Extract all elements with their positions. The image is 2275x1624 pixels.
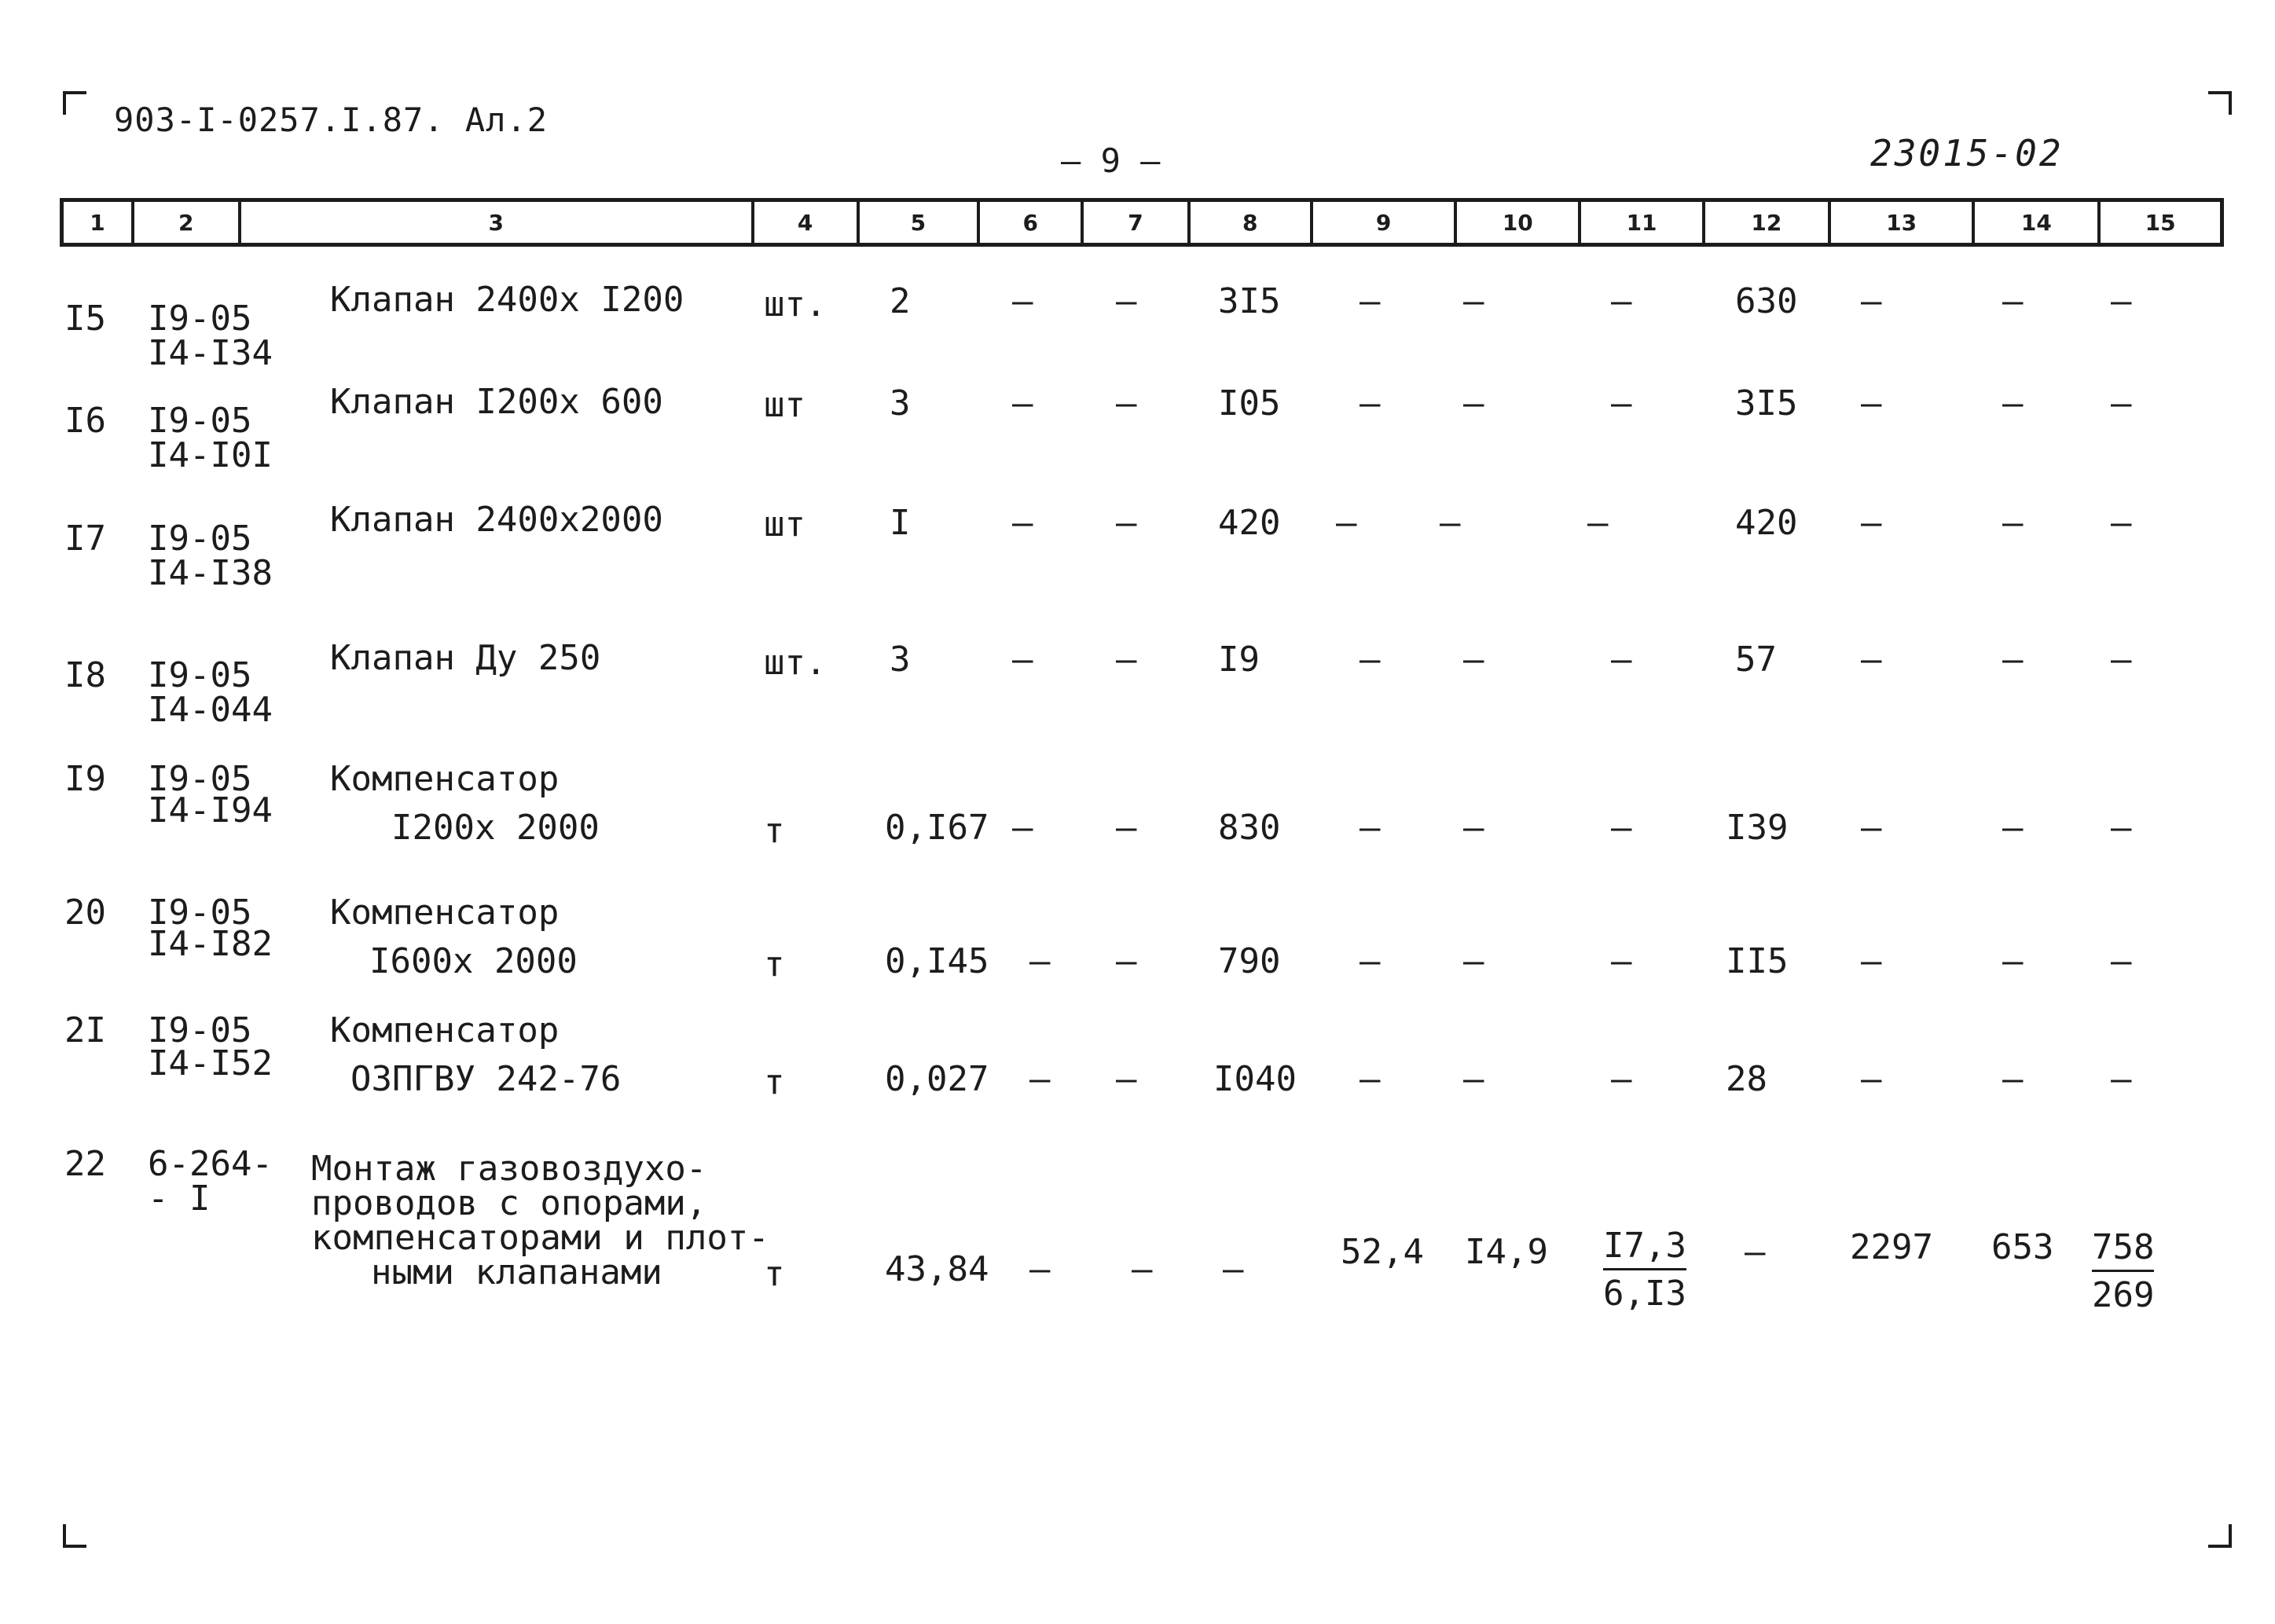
header-col-15: 15 [2145, 209, 2176, 236]
cell-col-11: – [1611, 941, 1632, 981]
cell-col-11: – [1611, 808, 1632, 848]
cell-col-10: – [1463, 640, 1484, 680]
header-col-9: 9 [1313, 202, 1458, 243]
cell-col-6: – [1012, 503, 1033, 543]
cell-col-9: 52,4 [1341, 1232, 1424, 1272]
header-col-8: 8 [1191, 202, 1313, 243]
header-col-11: 11 [1581, 202, 1705, 243]
crop-mark-bottom-right [2208, 1524, 2232, 1548]
cell-col-15: – [2111, 941, 2132, 981]
item-name: Клапан 2400x I200 [330, 280, 684, 320]
cell-col-6: – [1029, 941, 1051, 981]
price-code: 6-264- [148, 1144, 273, 1184]
quantity: 0,I45 [885, 941, 989, 981]
row-number: I7 [64, 519, 106, 559]
cell-col-15: – [2111, 1059, 2132, 1099]
item-name: ными клапанами [371, 1252, 662, 1292]
cell-col-8: 790 [1218, 941, 1281, 981]
cell-col-14: – [2002, 383, 2024, 423]
fraction-denominator: 269 [2092, 1275, 2155, 1315]
item-name: ОЗПГВУ 242-76 [350, 1059, 622, 1099]
item-name: Клапан Ду 250 [330, 638, 601, 678]
cell-col-13: – [1861, 383, 1882, 423]
cell-col-15: – [2111, 808, 2132, 848]
cell-col-10: – [1463, 383, 1484, 423]
header-col-12: 12 [1705, 202, 1831, 243]
price-code: - I [148, 1179, 211, 1219]
cell-col-14: – [2002, 503, 2024, 543]
cell-col-12: II5 [1726, 941, 1789, 981]
cell-col-7: – [1116, 503, 1137, 543]
item-name: проводов с опорами, [311, 1183, 707, 1223]
cell-col-15: – [2111, 281, 2132, 321]
unit: шт [764, 504, 805, 544]
cell-col-9: – [1359, 640, 1381, 680]
cell-col-6: – [1012, 383, 1033, 423]
price-code: I9-05 [148, 401, 252, 441]
page-number: — 9 — [1061, 141, 1161, 180]
cell-col-13: – [1861, 1059, 1882, 1099]
table-header [60, 198, 2224, 247]
quantity: 3 [890, 640, 911, 680]
cell-col-13: – [1861, 503, 1882, 543]
cell-col-8: 830 [1218, 808, 1281, 848]
fraction-numerator: 758 [2092, 1230, 2154, 1272]
cell-col-14: – [2002, 640, 2024, 680]
cell-col-10: – [1463, 808, 1484, 848]
price-code: I9-05 [148, 1010, 252, 1050]
row-number: 20 [64, 893, 106, 933]
cell-col-12: 28 [1726, 1059, 1767, 1099]
cell-col-9: – [1359, 941, 1381, 981]
row-number: I6 [64, 401, 106, 441]
cell-col-10: – [1463, 941, 1484, 981]
cell-col-11: – [1611, 640, 1632, 680]
cell-col-11: – [1587, 503, 1609, 543]
cell-col-9: – [1336, 503, 1357, 543]
unit: т [764, 1254, 785, 1294]
cell-col-13: – [1861, 281, 1882, 321]
archive-stamp: 23015-02 [1870, 132, 2064, 174]
crop-mark-bottom-left [63, 1524, 86, 1548]
cell-col-14: – [2002, 281, 2024, 321]
header-col-3: 3 [241, 202, 754, 243]
cell-col-10: – [1440, 503, 1461, 543]
cell-col-8: I05 [1218, 383, 1281, 423]
cell-col-9: – [1359, 808, 1381, 848]
cell-col-6: – [1029, 1059, 1051, 1099]
crop-mark-top-right [2208, 91, 2232, 115]
cell-col-14: – [2002, 1059, 2024, 1099]
cell-col-12: – [1745, 1232, 1766, 1272]
item-name: Клапан 2400x2000 [330, 500, 663, 540]
cell-col-14: – [2002, 808, 2024, 848]
quantity: 2 [890, 281, 911, 321]
price-code: I4-I38 [148, 553, 273, 593]
cell-col-12: 57 [1735, 640, 1777, 680]
header-col-14: 14 [1975, 202, 2101, 243]
item-name: I600x 2000 [369, 941, 578, 981]
unit: шт. [764, 643, 827, 683]
item-name: Компенсатор [330, 893, 560, 933]
cell-col-11-fraction [1603, 1226, 1686, 1314]
cell-col-7: – [1116, 383, 1137, 423]
item-name: компенсаторами и плот- [311, 1218, 769, 1258]
price-code: I4-I52 [148, 1043, 273, 1083]
cell-col-7: – [1116, 941, 1137, 981]
cell-col-8: 3I5 [1218, 281, 1281, 321]
unit: шт. [764, 284, 827, 324]
price-code: I9-05 [148, 893, 252, 933]
cell-col-6: – [1012, 281, 1033, 321]
cell-col-10: I4,9 [1465, 1232, 1548, 1272]
cell-col-12: 3I5 [1735, 383, 1798, 423]
cell-col-13: – [1861, 808, 1882, 848]
cell-col-15: – [2111, 640, 2132, 680]
cell-col-9: – [1359, 1059, 1381, 1099]
cell-col-8: – [1223, 1249, 1244, 1289]
header-col-7: 7 [1084, 202, 1191, 243]
price-code: I4-I82 [148, 924, 273, 964]
price-code: I4-044 [148, 690, 273, 730]
cell-col-12: 420 [1735, 503, 1798, 543]
price-code: I9-05 [148, 299, 252, 339]
row-number: I8 [64, 655, 106, 695]
cell-col-6: – [1012, 640, 1033, 680]
cell-col-6: – [1012, 808, 1033, 848]
cell-col-7: – [1116, 281, 1137, 321]
row-number: I9 [64, 759, 106, 799]
unit: т [764, 1062, 785, 1102]
quantity: I [890, 503, 911, 543]
cell-col-8: 420 [1218, 503, 1281, 543]
document-code: 903-I-0257.I.87. Ал.2 [114, 101, 549, 139]
cell-col-13: – [1861, 941, 1882, 981]
row-number: 22 [64, 1144, 106, 1184]
cell-col-11: – [1611, 1059, 1632, 1099]
cell-col-6: – [1029, 1249, 1051, 1289]
crop-mark-top-left [63, 91, 86, 115]
header-col-13: 13 [1831, 202, 1976, 243]
cell-col-14: 653 [1991, 1227, 2054, 1267]
price-code: I9-05 [148, 759, 252, 799]
unit: т [764, 811, 785, 851]
cell-col-8: I9 [1218, 640, 1260, 680]
fraction-denominator: 6,I3 [1603, 1274, 1686, 1314]
price-code: I9-05 [148, 519, 252, 559]
quantity: 0,027 [885, 1059, 989, 1099]
cell-col-12: 630 [1735, 281, 1798, 321]
quantity: 0,I67 [885, 808, 989, 848]
unit: т [764, 944, 785, 984]
quantity: 43,84 [885, 1249, 989, 1289]
cell-col-12: I39 [1726, 808, 1789, 848]
cell-col-7: – [1116, 1059, 1137, 1099]
cell-col-9: – [1359, 383, 1381, 423]
row-number: 2I [64, 1010, 106, 1050]
header-col-1: 1 [64, 202, 134, 243]
cell-col-15-fraction [2092, 1227, 2155, 1315]
row-number: I5 [64, 299, 106, 339]
cell-col-7: – [1116, 640, 1137, 680]
unit: шт [764, 385, 805, 425]
item-name: Монтаж газовоздухо- [311, 1149, 707, 1189]
item-name: Клапан I200x 600 [330, 382, 663, 422]
cell-col-7: – [1132, 1249, 1153, 1289]
item-name: Компенсатор [330, 759, 560, 799]
header-col-10: 10 [1457, 202, 1581, 243]
item-name: I200x 2000 [391, 808, 600, 848]
quantity: 3 [890, 383, 911, 423]
header-col-5: 5 [860, 202, 981, 243]
item-name: Компенсатор [330, 1010, 560, 1050]
cell-col-10: – [1463, 281, 1484, 321]
header-col-4: 4 [754, 202, 860, 243]
header-col-2: 2 [134, 202, 241, 243]
price-code: I4-I94 [148, 790, 273, 830]
cell-col-15: – [2111, 503, 2132, 543]
cell-col-10: – [1463, 1059, 1484, 1099]
cell-col-13: 2297 [1850, 1227, 1933, 1267]
cell-col-7: – [1116, 808, 1137, 848]
price-code: I9-05 [148, 655, 252, 695]
price-code: I4-I34 [148, 333, 273, 373]
price-code: I4-I0I [148, 435, 273, 475]
cell-col-9: – [1359, 281, 1381, 321]
fraction-numerator: I7,3 [1603, 1229, 1686, 1270]
cell-col-15: – [2111, 383, 2132, 423]
cell-col-8: I040 [1213, 1059, 1297, 1099]
header-col-6: 6 [980, 202, 1084, 243]
cell-col-14: – [2002, 941, 2024, 981]
cell-col-13: – [1861, 640, 1882, 680]
cell-col-11: – [1611, 383, 1632, 423]
cell-col-11: – [1611, 281, 1632, 321]
